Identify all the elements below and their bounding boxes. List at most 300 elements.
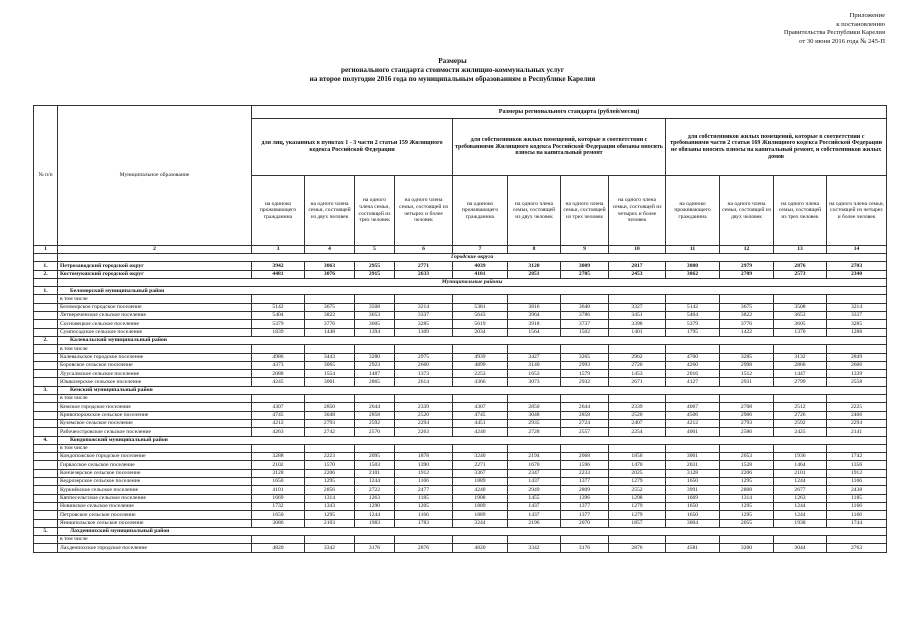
value-cell — [355, 536, 395, 544]
value-cell: 3800 — [666, 262, 720, 270]
column-number: 7 — [453, 246, 508, 254]
value-cell: 4240 — [453, 428, 508, 436]
value-cell: 4366 — [453, 378, 508, 386]
value-cell: 3508 — [355, 303, 395, 311]
value-cell: 2923 — [355, 361, 395, 369]
value-cell — [666, 395, 720, 403]
municipality-name: Рабочеостровское сельское поселение — [58, 428, 252, 436]
value-cell: 2477 — [395, 486, 453, 494]
col-sub-header: на одного члена семьи, состоящей из четырех и более человек — [827, 176, 887, 246]
value-cell: 2088 — [252, 370, 305, 378]
value-cell: 1356 — [827, 461, 887, 469]
table-row — [34, 502, 887, 510]
col-sub-header: на одного члена семьи, состоящей из двух человек — [305, 176, 355, 246]
value-cell: 2906 — [720, 411, 774, 419]
value-cell: 3942 — [252, 262, 305, 270]
value-cell: 2025 — [609, 469, 666, 477]
value-cell: 5379 — [666, 320, 720, 328]
municipality-name: Петровское сельское поселение — [58, 511, 252, 519]
table-row — [34, 428, 887, 436]
value-cell: 1279 — [609, 502, 666, 510]
value-cell — [666, 295, 720, 303]
value-cell: 3451 — [609, 312, 666, 320]
value-cell: 1295 — [720, 511, 774, 519]
value-cell: 3337 — [827, 312, 887, 320]
value-cell: 2552 — [609, 486, 666, 494]
value-cell — [561, 536, 609, 544]
value-cell: 4939 — [453, 353, 508, 361]
district-name: Лахденпохский муниципальный район — [58, 527, 887, 535]
table-row — [34, 312, 887, 320]
value-cell: 2705 — [561, 270, 609, 278]
municipality-name: Кривопорожское сельское поселение — [58, 411, 252, 419]
value-cell: 2876 — [774, 262, 827, 270]
value-cell: 2703 — [827, 262, 887, 270]
value-cell: 2708 — [720, 403, 774, 411]
value-cell: 1908 — [453, 494, 508, 502]
value-cell: 4101 — [453, 270, 508, 278]
value-cell — [355, 295, 395, 303]
district-name: Беломорский муниципальный район — [58, 287, 887, 295]
title-line: на второе полугодие 2016 года по муниципальным образованиям в Республике Карелия — [309, 75, 596, 84]
value-cell: 2570 — [355, 428, 395, 436]
value-cell: 1394 — [355, 328, 395, 336]
value-cell: 2339 — [609, 403, 666, 411]
value-cell — [395, 295, 453, 303]
value-cell: 2271 — [453, 461, 508, 469]
value-cell: 1377 — [561, 478, 609, 486]
table-row — [34, 378, 887, 386]
value-cell: 1263 — [355, 494, 395, 502]
value-cell — [252, 295, 305, 303]
row-number — [34, 478, 58, 486]
value-cell — [774, 444, 827, 452]
value-cell: 4039 — [453, 262, 508, 270]
value-cell: 2850 — [305, 403, 355, 411]
value-cell: 2016 — [666, 370, 720, 378]
row-number: 2. — [34, 336, 58, 344]
value-cell: 2347 — [508, 469, 561, 477]
municipality-name: Кондопожское городское поселение — [58, 453, 252, 461]
value-cell: 5643 — [453, 312, 508, 320]
district-row — [34, 436, 887, 444]
value-cell: 3048 — [508, 411, 561, 419]
value-cell: 3285 — [720, 353, 774, 361]
value-cell: 3086 — [252, 519, 305, 527]
value-cell — [774, 345, 827, 353]
value-cell: 1889 — [453, 478, 508, 486]
appendix-line: Приложение — [849, 12, 885, 19]
value-cell — [508, 536, 561, 544]
value-cell: 4212 — [252, 419, 305, 427]
value-cell: 2949 — [508, 486, 561, 494]
value-cell: 1185 — [827, 494, 887, 502]
value-cell: 2068 — [561, 453, 609, 461]
table-row — [34, 461, 887, 469]
table-row — [34, 370, 887, 378]
value-cell — [827, 295, 887, 303]
row-number — [34, 502, 58, 510]
table-row — [34, 411, 887, 419]
value-cell — [720, 536, 774, 544]
col-sub-header: на одного члена семьи, состоящей из четырех и более человек — [395, 176, 453, 246]
row-number: 1. — [34, 262, 58, 270]
value-cell: 4001 — [666, 428, 720, 436]
col-header-num: № п/п — [34, 106, 58, 246]
value-cell: 1401 — [609, 328, 666, 336]
value-cell: 2573 — [774, 270, 827, 278]
value-cell: 4245 — [252, 378, 305, 386]
value-cell: 1437 — [508, 478, 561, 486]
district-row — [34, 287, 887, 295]
value-cell: 1396 — [561, 494, 609, 502]
value-cell: 2876 — [609, 544, 666, 552]
value-cell: 2512 — [774, 403, 827, 411]
row-number — [34, 361, 58, 369]
col-group-header: для лиц, указанных в пунктах 1 - 3 части 2 статьи 159 Жилищного кодекса Российской Федерации — [252, 119, 453, 176]
section-title: Муниципальные районы — [58, 278, 887, 286]
value-cell: 2592 — [774, 419, 827, 427]
value-cell: 2742 — [305, 428, 355, 436]
col-sub-header: на одного члена семьи, состоящей из трех человек — [774, 176, 827, 246]
value-cell: 1295 — [720, 502, 774, 510]
value-cell: 1244 — [774, 502, 827, 510]
section-row — [34, 278, 887, 286]
value-cell: 4581 — [666, 544, 720, 552]
row-number — [34, 469, 58, 477]
value-cell: 1437 — [508, 511, 561, 519]
value-cell: 1650 — [666, 511, 720, 519]
value-cell: 3776 — [305, 320, 355, 328]
value-cell: 1298 — [609, 494, 666, 502]
row-number — [34, 353, 58, 361]
value-cell — [355, 444, 395, 452]
district-row — [34, 336, 887, 344]
value-cell: 1263 — [774, 494, 827, 502]
value-cell — [395, 345, 453, 353]
value-cell: 1650 — [252, 511, 305, 519]
value-cell: 3822 — [305, 312, 355, 320]
value-cell — [305, 345, 355, 353]
value-cell: 2425 — [774, 428, 827, 436]
appendix-line: к постановлению — [836, 20, 885, 28]
value-cell: 1390 — [395, 461, 453, 469]
value-cell: 3964 — [508, 312, 561, 320]
row-number — [34, 494, 58, 502]
value-cell: 1889 — [453, 511, 508, 519]
value-cell: 3132 — [774, 353, 827, 361]
value-cell: 4820 — [453, 544, 508, 552]
value-cell: 1795 — [666, 328, 720, 336]
value-cell: 5142 — [252, 303, 305, 311]
value-cell: 1653 — [508, 370, 561, 378]
value-cell: 2206 — [720, 469, 774, 477]
value-cell — [666, 345, 720, 353]
row-number — [34, 511, 58, 519]
value-cell: 2558 — [827, 378, 887, 386]
value-cell: 4307 — [252, 403, 305, 411]
value-cell: 3200 — [720, 544, 774, 552]
value-cell: 1470 — [609, 461, 666, 469]
column-number: 1 — [34, 246, 58, 254]
col-sub-header: на одиноко проживающего гражданина — [252, 176, 305, 246]
value-cell: 1564 — [508, 328, 561, 336]
municipality-name: Новинское сельское поселение — [58, 502, 252, 510]
value-cell: 2955 — [355, 262, 395, 270]
row-number — [34, 254, 58, 262]
table-row — [34, 353, 887, 361]
value-cell: 2407 — [609, 419, 666, 427]
value-cell: 4481 — [252, 270, 305, 278]
value-cell: 1370 — [774, 328, 827, 336]
column-number: 3 — [252, 246, 305, 254]
table-body — [34, 254, 887, 553]
value-cell: 3265 — [561, 353, 609, 361]
including-row — [34, 345, 887, 353]
value-cell: 2993 — [561, 361, 609, 369]
value-cell — [305, 536, 355, 544]
value-cell: 1448 — [305, 328, 355, 336]
column-number: 13 — [774, 246, 827, 254]
municipality-name: Луусалмское сельское поселение — [58, 370, 252, 378]
col-sub-header: на одного члена семьи, состоящей из трех человек — [355, 176, 395, 246]
value-cell: 2915 — [355, 270, 395, 278]
row-number — [34, 536, 58, 544]
value-cell: 2141 — [827, 428, 887, 436]
value-cell — [827, 395, 887, 403]
value-cell — [252, 395, 305, 403]
column-number: 4 — [305, 246, 355, 254]
value-cell: 2962 — [609, 353, 666, 361]
value-cell: 1295 — [305, 511, 355, 519]
value-cell — [252, 536, 305, 544]
value-cell: 2849 — [827, 353, 887, 361]
value-cell: 3214 — [395, 303, 453, 311]
row-number — [34, 278, 58, 286]
value-cell: 5379 — [252, 320, 305, 328]
value-cell: 4700 — [666, 353, 720, 361]
value-cell: 1839 — [252, 328, 305, 336]
municipality-name: Куркиёкское сельское поселение — [58, 486, 252, 494]
row-number — [34, 544, 58, 552]
column-number: 11 — [666, 246, 720, 254]
value-cell: 3605 — [774, 320, 827, 328]
value-cell: 1279 — [609, 478, 666, 486]
value-cell: 5404 — [666, 312, 720, 320]
value-cell: 3244 — [453, 519, 508, 527]
value-cell: 3327 — [609, 303, 666, 311]
value-cell: 2294 — [395, 419, 453, 427]
value-cell: 2253 — [453, 370, 508, 378]
value-cell: 2935 — [508, 419, 561, 427]
value-cell — [561, 395, 609, 403]
value-cell: 4986 — [252, 353, 305, 361]
value-cell: 1570 — [305, 461, 355, 469]
value-cell — [827, 536, 887, 544]
value-cell: 3140 — [508, 361, 561, 369]
value-cell — [355, 395, 395, 403]
value-cell: 2850 — [508, 403, 561, 411]
value-cell — [720, 444, 774, 452]
value-cell: 1166 — [395, 511, 453, 519]
value-cell: 2031 — [666, 461, 720, 469]
municipality-name: Кедрозерское сельское поселение — [58, 478, 252, 486]
value-cell: 3640 — [561, 303, 609, 311]
value-cell: 1783 — [395, 519, 453, 527]
value-cell: 2677 — [774, 486, 827, 494]
table-row — [34, 453, 887, 461]
value-cell: 1669 — [666, 494, 720, 502]
value-cell — [720, 345, 774, 353]
table-row — [34, 511, 887, 519]
value-cell — [508, 295, 561, 303]
value-cell: 2660 — [395, 361, 453, 369]
value-cell: 3004 — [666, 519, 720, 527]
value-cell: 1936 — [774, 453, 827, 461]
column-number: 6 — [395, 246, 453, 254]
value-cell — [508, 444, 561, 452]
value-cell: 1244 — [355, 511, 395, 519]
row-number: 4. — [34, 436, 58, 444]
table-row — [34, 486, 887, 494]
value-cell: 1244 — [774, 478, 827, 486]
value-cell: 2932 — [561, 378, 609, 386]
col-header-municipality: Муниципальное образование — [58, 106, 252, 246]
table-row — [34, 328, 887, 336]
title-line: Размеры — [438, 57, 467, 65]
value-cell: 1912 — [395, 469, 453, 477]
value-cell: 4067 — [666, 403, 720, 411]
municipality-name: в том числе — [58, 444, 252, 452]
row-number — [34, 411, 58, 419]
value-cell — [561, 345, 609, 353]
value-cell: 3120 — [508, 262, 561, 270]
column-numbers-row — [34, 246, 887, 254]
value-cell — [609, 295, 666, 303]
col-sub-header: на одного члена семьи, состоящей из двух человек — [508, 176, 561, 246]
value-cell: 2263 — [395, 428, 453, 436]
table-row — [34, 519, 887, 527]
district-row — [34, 386, 887, 394]
district-name: Кондопожский муниципальный район — [58, 436, 887, 444]
table-row — [34, 419, 887, 427]
value-cell: 4745 — [453, 411, 508, 419]
municipality-name: Кончезерское сельское поселение — [58, 469, 252, 477]
row-number — [34, 378, 58, 386]
value-cell — [774, 295, 827, 303]
value-cell: 2633 — [395, 270, 453, 278]
row-number — [34, 295, 58, 303]
appendix-line: Правительства Республики Карелия — [783, 29, 885, 37]
value-cell: 1205 — [395, 502, 453, 510]
municipality-name: в том числе — [58, 345, 252, 353]
value-cell: 3991 — [666, 486, 720, 494]
value-cell: 3044 — [774, 544, 827, 552]
value-cell: 2101 — [355, 469, 395, 477]
value-cell: 4260 — [666, 361, 720, 369]
value-cell: 2817 — [609, 262, 666, 270]
table-row — [34, 403, 887, 411]
value-cell: 1938 — [774, 519, 827, 527]
value-cell: 3367 — [453, 469, 508, 477]
value-cell: 4373 — [252, 361, 305, 369]
value-cell: 2034 — [453, 328, 508, 336]
value-cell: 2720 — [609, 361, 666, 369]
value-cell: 4820 — [252, 544, 305, 552]
value-cell: 1377 — [561, 502, 609, 510]
appendix-note — [784, 12, 885, 46]
value-cell: 2520 — [395, 411, 453, 419]
value-cell: 3001 — [666, 453, 720, 461]
value-cell: 3176 — [561, 544, 609, 552]
document-title — [0, 57, 905, 85]
municipality-name: Сосновецкое сельское поселение — [58, 320, 252, 328]
value-cell: 1579 — [561, 370, 609, 378]
col-header-sizes: Размеры регионального стандарта (рублей/месяц) — [252, 106, 887, 119]
value-cell: 1314 — [720, 494, 774, 502]
value-cell: 1650 — [666, 502, 720, 510]
value-cell: 1166 — [827, 502, 887, 510]
value-cell: 3822 — [720, 312, 774, 320]
value-cell: 2614 — [395, 378, 453, 386]
value-cell: 2233 — [561, 469, 609, 477]
value-cell — [453, 395, 508, 403]
value-cell: 2644 — [561, 403, 609, 411]
row-number — [34, 303, 58, 311]
row-number — [34, 328, 58, 336]
value-cell: 2340 — [827, 270, 887, 278]
row-number — [34, 345, 58, 353]
table-row — [34, 262, 887, 270]
value-cell: 2851 — [508, 270, 561, 278]
value-cell: 3653 — [774, 312, 827, 320]
value-cell: 2194 — [508, 453, 561, 461]
value-cell: 3427 — [508, 353, 561, 361]
municipality-name: Калевальское городское поселение — [58, 353, 252, 361]
municipality-name: Янишпольское сельское поселение — [58, 519, 252, 527]
value-cell: 2225 — [827, 403, 887, 411]
value-cell: 2876 — [395, 544, 453, 552]
value-cell: 2671 — [609, 378, 666, 386]
row-number — [34, 370, 58, 378]
value-cell: 2254 — [609, 428, 666, 436]
table-row — [34, 320, 887, 328]
table-row — [34, 469, 887, 477]
value-cell: 1487 — [355, 370, 395, 378]
value-cell — [609, 395, 666, 403]
value-cell: 4307 — [453, 403, 508, 411]
value-cell: 1373 — [395, 370, 453, 378]
value-cell: 2453 — [609, 270, 666, 278]
value-cell: 4101 — [252, 486, 305, 494]
municipality-name: Юшкозерское сельское поселение — [58, 378, 252, 386]
value-cell — [355, 345, 395, 353]
column-number: 12 — [720, 246, 774, 254]
section-title: Городские округа — [58, 254, 887, 262]
value-cell: 1244 — [774, 511, 827, 519]
value-cell: 2557 — [561, 428, 609, 436]
value-cell: 1295 — [305, 478, 355, 486]
municipality-name: Боровское сельское поселение — [58, 361, 252, 369]
value-cell: 1554 — [305, 370, 355, 378]
value-cell — [453, 295, 508, 303]
value-cell — [774, 536, 827, 544]
appendix-line: от 30 июня 2016 года № 245-П — [799, 37, 885, 45]
value-cell: 3342 — [305, 544, 355, 552]
value-cell — [609, 444, 666, 452]
value-cell: 1503 — [355, 461, 395, 469]
district-name: Кемский муниципальный район — [58, 386, 887, 394]
